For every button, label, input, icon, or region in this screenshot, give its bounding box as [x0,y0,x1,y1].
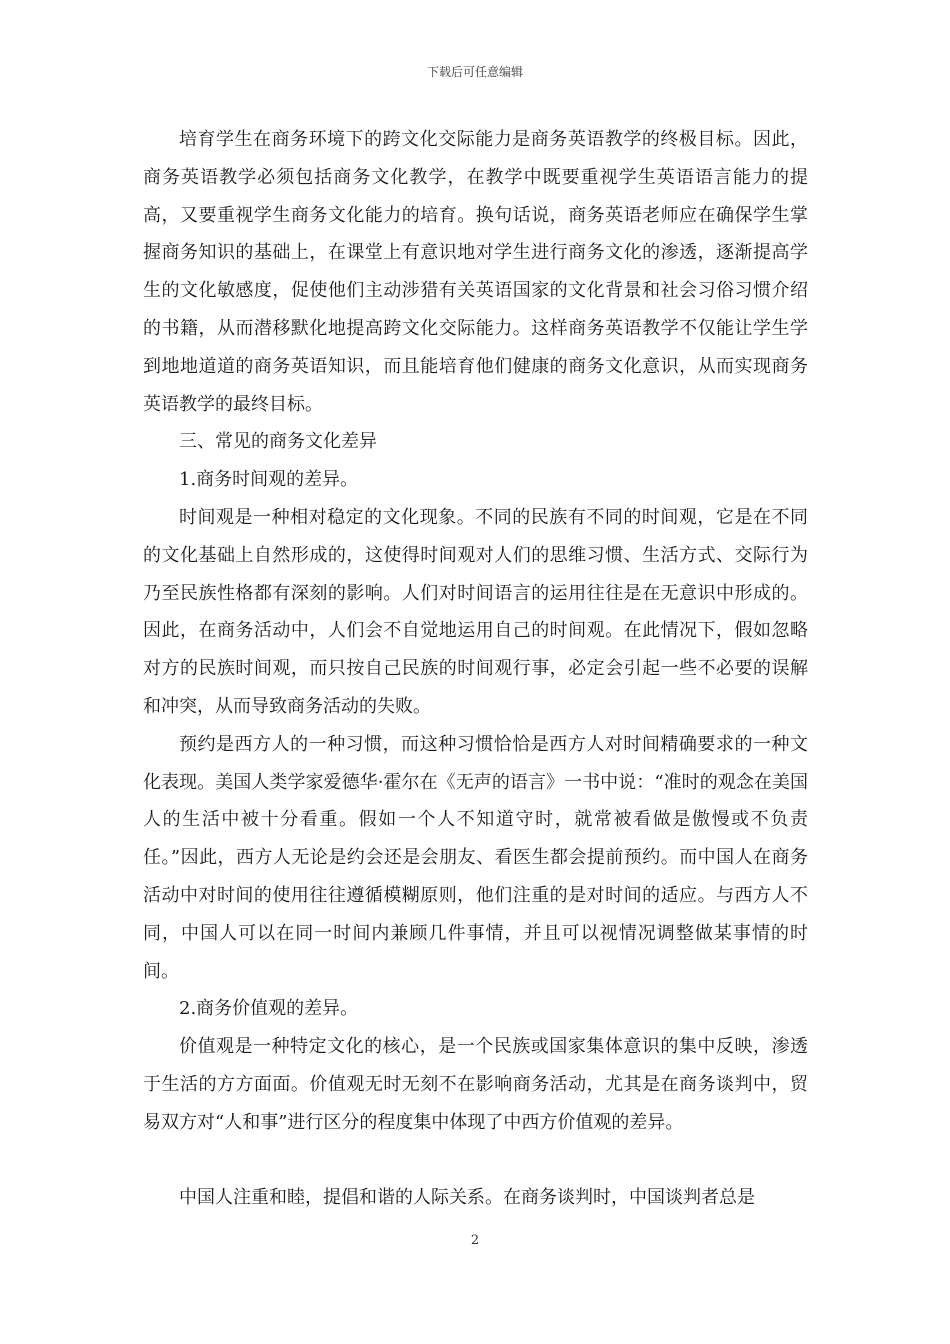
paragraph-time-concept: 时间观是一种相对稳定的文化现象。不同的民族有不同的时间观，它是在不同的文化基础上自然形成的，这使得时间观对人们的思维习惯、生活方式、交际行为乃至民族性格都有深刻的影响。人们对时间语言的运用往往是在无意识中形成的。因此，在商务活动中，人们会不自觉地运用自己的时间观。在此情况下，假如忽略对方的民族时间观，而只按自己民族的时间观行事，必定会引起一些不必要的误解和冲突，从而导致商务活动的失败。 [143,506,808,717]
page-header: 下载后可任意编辑 [426,65,523,79]
blank-line [143,1142,808,1180]
paragraph-appointment: 预约是西方人的一种习惯，而这种习惯恰恰是西方人对时间精确要求的一种文化表现。美国人类学家爱德华·霍尔在《无声的语言》一书中说：“准时的观念在美国人的生活中被十分看重。假如一个人不知道守时，就常被看做是傲慢或不负责任。”因此，西方人无论是约会还是会朋友、看医生都会提前预约。而中国人在商务活动中对时间的使用往往遵循模糊原则，他们注重的是对时间的适应。与西方人不同，中国人可以在同一时间内兼顾几件事情，并且可以视情况调整做某事情的时间。 [143,733,808,982]
page-number: 2 [470,1233,480,1248]
paragraph-business-culture-teaching: 培育学生在商务环境下的跨文化交际能力是商务英语教学的终极目标。因此，商务英语教学必须包括商务文化教学，在教学中既要重视学生英语语言能力的提高，又要重视学生商务文化能力的培育。换句话说，商务英语老师应在确保学生掌握商务知识的基础上，在课堂上有意识地对学生进行商务文化的渗透，逐渐提高学生的文化敏感度，促使他们主动涉猎有关英语国家的文化背景和社会习俗习惯介绍的书籍，从而潜移默化地提高跨文化交际能力。这样商务英语教学不仅能让学生学到地地道道的商务英语知识，而且能培育他们健康的商务文化意识，从而实现商务英语教学的最终目标。 [143,129,808,415]
subheading-time-concept: 1.商务时间观的差异。 [179,469,359,491]
subheading-value-concept: 2.商务价值观的差异。 [179,998,359,1020]
section-heading-business-culture-differences: 三、常见的商务文化差异 [179,431,377,453]
paragraph-harmony: 中国人注重和睦，提倡和谐的人际关系。在商务谈判时，中国谈判者总是 [179,1187,755,1209]
paragraph-value-concept: 价值观是一种特定文化的核心，是一个民族或国家集体意识的集中反映，渗透于生活的方方面面。价值观无时无刻不在影响商务活动，尤其是在商务谈判中，贸易双方对“人和事”进行区分的程度集中体现了中西方价值观的差异。 [143,1036,808,1133]
document-body [143,121,808,1217]
